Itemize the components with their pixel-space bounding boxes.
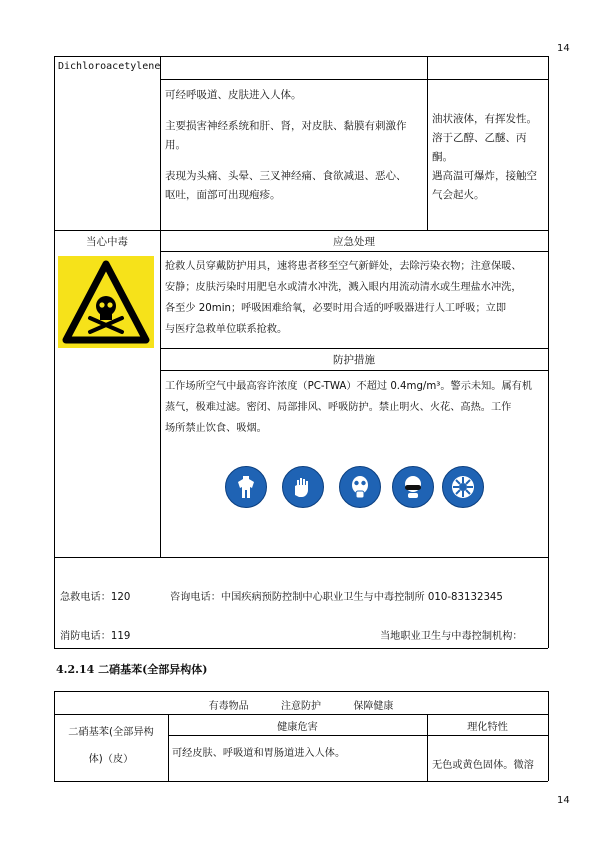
health-hazard-header: 健康危害 (277, 722, 318, 733)
banner-item: 有毒物品 (208, 701, 249, 712)
property-header: 理化特性 (467, 722, 508, 733)
protection-text (165, 376, 545, 439)
property-line: 油状液体，有挥发性。 (432, 113, 537, 125)
emergency-line: 抢救人员穿戴防护用具，速将患者移至空气新鲜处，去除污染衣物；注意保暖、 (165, 261, 522, 272)
chemical-name (54, 719, 168, 773)
section-heading: 4.2.14 二硝基苯(全部异构体) (56, 663, 208, 676)
property-line: 遇高温可爆炸，接触空 (432, 170, 537, 182)
protection-line: 工作场所空气中最高容许浓度（PC-TWA）不超过 0.4mg/m³。警示未知。属有机 (165, 381, 533, 392)
toxic-warning-sign (58, 256, 154, 348)
warning-label: 当心中毒 (86, 236, 128, 248)
emergency-line: 各至少 20min；呼吸困难给氧，必要时用合适的呼吸器进行人工呼吸；立即 (165, 303, 507, 314)
chemical-name-line: 二硝基苯(全部异构 (68, 727, 154, 738)
gas-mask-icon (339, 466, 381, 508)
protective-suit-icon (225, 466, 267, 508)
hazard-line: 表现为头痛、头晕、三叉神经痛、食欲减退、恶心、 (165, 170, 407, 182)
emergency-line: 与医疗急救单位联系抢救。 (165, 324, 288, 335)
fire-phone: 消防电话：119 (60, 631, 131, 642)
local-agency: 当地职业卫生与中毒控制机构： (380, 631, 523, 642)
chemical-name-line: 体)（皮） (88, 754, 134, 765)
emergency-text (165, 256, 545, 340)
banner-item: 保障健康 (353, 701, 394, 712)
page-number-bottom: 14 (557, 795, 570, 806)
consult-phone: 咨询电话：中国疾病预防控制中心职业卫生与中毒控制所 010-83132345 (170, 592, 503, 603)
first-aid-phone: 急救电话：120 (60, 592, 131, 603)
hazard-line: 主要损害神经系统和肝、肾，对皮肤、黏膜有刺激作 (165, 120, 407, 132)
protection-line: 蒸气，极难过滤。密闭、局部排风、呼吸防护。禁止明火、火花、高热。工作 (165, 402, 512, 413)
skull-crossbones-icon (58, 256, 154, 348)
safety-goggles-icon (392, 466, 434, 508)
hazard-line: 用。 (165, 139, 186, 151)
protection-line: 场所禁止饮食、吸烟。 (165, 423, 267, 434)
health-hazard-text: 可经皮肤、呼吸道和胃肠道进入人体。 (172, 748, 346, 759)
emergency-line: 安静；皮肤污染时用肥皂水或清水冲洗，溅入眼内用流动清水或生理盐水冲洗， (165, 282, 522, 293)
property-line: 溶于乙醇、乙醚、丙酮。 (432, 132, 527, 163)
property-text: 无色或黄色固体。微溶 (432, 760, 534, 771)
hazard-line: 呕吐，面部可出现疱疹。 (165, 189, 281, 201)
banner-item: 注意防护 (281, 701, 321, 712)
chemical-name-en: Dichloroacetylene (58, 61, 161, 72)
page-number-top: 14 (557, 43, 570, 54)
physicochemical-properties-text (432, 110, 546, 205)
respirator-icon (442, 466, 484, 508)
protection-header: 防护措施 (333, 354, 375, 366)
health-hazard-text (165, 86, 425, 205)
banner (54, 697, 548, 712)
emergency-header: 应急处理 (333, 236, 375, 248)
hazard-line: 可经呼吸道、皮肤进入人体。 (165, 89, 302, 101)
property-line: 气会起火。 (432, 189, 485, 201)
protective-gloves-icon (282, 466, 324, 508)
